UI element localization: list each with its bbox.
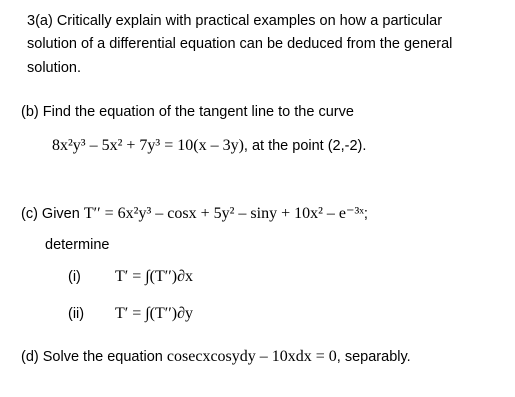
question-3c-prefix: (c) Given xyxy=(21,206,80,222)
question-3a-line-1: 3(a) Critically explain with practical examples on how a particular xyxy=(27,13,443,29)
separable-equation: cosecxcosydy – 10xdx = 0 xyxy=(166,348,337,365)
item-i-expression: T′ = ∫(T′′)∂x xyxy=(115,268,194,285)
question-3a-line-2: solution of a differential equation can be deduced from the general xyxy=(27,36,453,52)
determine-text: determine xyxy=(45,237,110,253)
question-3d-suffix: , separably. xyxy=(336,349,411,365)
question-3b-equation-line xyxy=(52,136,366,156)
question-3c-line xyxy=(21,204,368,224)
question-3a-line-3: solution. xyxy=(27,60,82,76)
point-text: , at the point (2,-2). xyxy=(243,138,367,154)
question-3b-text: (b) Find the equation of the tangent line to the curve xyxy=(21,104,354,120)
question-3d-prefix: (d) Solve the equation xyxy=(21,349,163,365)
item-ii-label: (ii) xyxy=(68,306,85,322)
item-ii-expression: T′ = ∫(T′′)∂y xyxy=(115,305,194,322)
curve-equation: 8x²y³ – 5x² + 7y³ = 10(x – 3y) xyxy=(52,137,244,154)
question-3c-suffix: ; xyxy=(363,206,368,222)
item-i-label: (i) xyxy=(68,269,81,285)
question-3d-line xyxy=(21,347,411,367)
second-derivative-equation: T′′ = 6x²y³ – cosx + 5y² – siny + 10x² – e⁻³ˣ xyxy=(83,205,364,222)
